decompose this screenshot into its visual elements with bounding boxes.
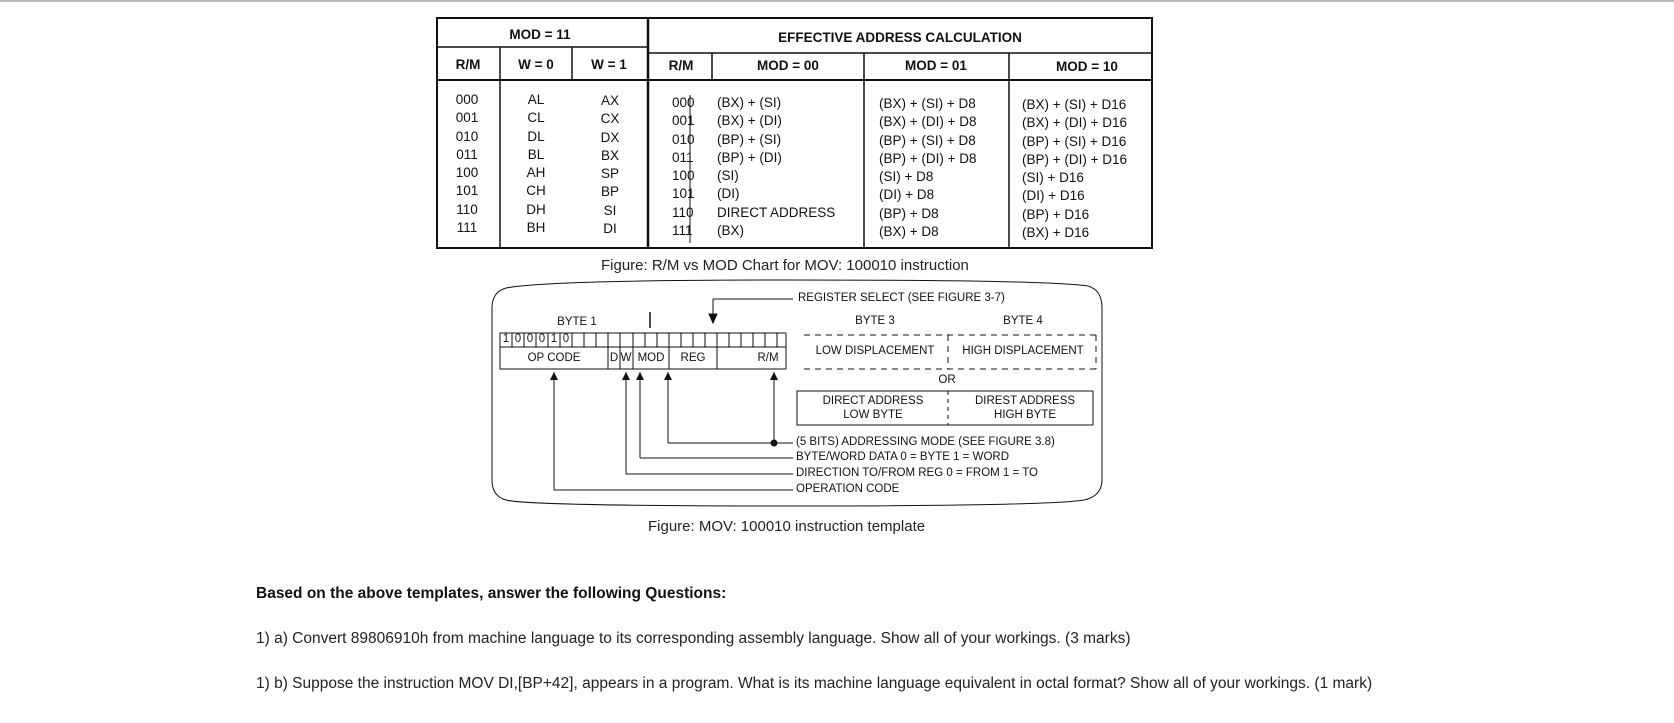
mod10-cell: (DI) + D16 [1022,188,1085,204]
rm-cell: 110 [672,204,694,220]
legend-direction: DIRECTION TO/FROM REG 0 = FROM 1 = TO [796,467,1038,479]
rm-cell: 001 [455,110,479,126]
w0-cell: DH [526,201,546,217]
opcode-bit: 0 [514,333,522,345]
byte3-label: BYTE 3 [855,315,895,327]
mod10-cell: (BP) + (SI) + D16 [1022,133,1127,149]
junction-dot [771,440,777,446]
rm-cell: 111 [456,220,478,236]
d-field-label: D [609,352,619,364]
question-1b: 1) b) Suppose the instruction MOV DI,[BP+42], appears in a program. What is its machine language equivalent in octal format? Show all of your workings. (1 mark) [256,675,1373,692]
w-field-label: W [620,352,632,364]
opcode-bit: 1 [550,333,558,345]
mod10-column [1022,96,1127,242]
rm-cell: 010 [672,131,695,147]
w0-column [510,91,562,237]
byte1-label: BYTE 1 [557,316,597,328]
arrow-up [770,372,778,380]
mod01-cell: (DI) + D8 [879,187,935,203]
w1-cell: BP [600,184,619,200]
figure-caption-template: Figure: MOV: 100010 instruction template [648,518,926,535]
instruction-template-figure [488,278,1108,508]
rm-cell: 101 [455,183,479,199]
arrow-up [622,372,630,380]
mod10-cell: (BP) + (DI) + D16 [1022,151,1128,167]
header-mod11: MOD = 11 [509,27,571,42]
mod00-cell: (DI) [717,186,740,202]
mod00-cell: (SI) [717,168,739,184]
col-header-mod01: MOD = 01 [905,58,967,73]
legend-addressing-mode: (5 BITS) ADDRESSING MODE (SEE FIGURE 3.8) [796,436,1055,448]
mod00-cell: (BP) + (DI) [717,149,782,165]
direct-address-high-line2: HIGH BYTE [994,409,1056,421]
rm-field-label: R/M [757,352,779,364]
arrow-up [636,372,644,380]
high-displacement-label: HIGH DISPLACEMENT [962,345,1084,357]
w1-cell: AX [600,93,619,108]
w1-cell: DI [603,221,617,237]
rm-column-2 [672,94,695,240]
rm-mod-table [436,17,1153,249]
col-header-w0: W = 0 [518,57,554,72]
rm-cell: 100 [672,168,695,184]
arrow-up [550,372,558,380]
opcode-bit: 0 [562,333,570,345]
rm-cell: 111 [672,223,693,239]
register-select-label: REGISTER SELECT (SEE FIGURE 3-7) [798,292,1005,304]
reg-field-label: REG [680,352,706,364]
mod00-cell: (BX) + (DI) [717,113,782,129]
rm-cell: 000 [455,92,479,107]
question-1a: 1) a) Convert 89806910h from machine language to its corresponding assembly language. Show all of your workings. (3 marks) [256,630,1131,647]
direct-address-low-line2: LOW BYTE [843,409,903,421]
mod01-cell: (BX) + D8 [879,224,939,240]
op-code-label: OP CODE [527,352,581,364]
w0-cell: BH [526,220,546,236]
mod10-cell: (BP) + D16 [1022,206,1090,222]
mod01-cell: (BP) + D8 [879,205,939,221]
rm-cell: 100 [455,165,479,181]
w1-cell: SP [600,166,619,182]
col-header-rm-2: R/M [668,58,694,73]
top-border [0,0,1674,2]
mod01-column [879,95,977,241]
arrow-down [709,314,717,323]
opcode-bit: 0 [538,333,546,345]
mod10-cell: (BX) + (SI) + D16 [1022,97,1127,112]
mod01-cell: (BX) + (SI) + D8 [879,96,976,111]
mod10-cell: (SI) + D16 [1022,170,1084,186]
rm-cell: 010 [455,128,479,144]
col-header-mod10: MOD = 10 [1056,59,1118,74]
w1-cell: BX [600,147,619,163]
col-header-rm: R/M [455,57,481,72]
mod00-column [717,94,835,240]
mod10-cell: (BX) + D16 [1022,225,1090,241]
direct-address-low-line1: DIRECT ADDRESS [822,395,924,407]
mod00-cell: (BX) [717,223,744,239]
w1-cell: DX [600,129,620,145]
rm-cell: 101 [672,186,695,202]
col-header-w1: W = 1 [591,57,627,72]
questions-heading: Based on the above templates, answer the following Questions: [256,585,727,602]
mod01-cell: (BP) + (SI) + D8 [879,132,976,148]
mod-field-label: MOD [637,352,665,364]
w0-cell: DL [527,128,545,144]
w1-cell: SI [603,202,617,218]
opcode-bit: 1 [502,333,510,345]
w0-cell: AH [526,165,546,181]
w0-cell: CL [527,110,545,126]
arrow-up [664,372,672,380]
low-displacement-label: LOW DISPLACEMENT [815,345,935,357]
rm-cell: 011 [456,146,478,162]
mod01-cell: (SI) + D8 [879,169,934,185]
legend-operation-code: OPERATION CODE [796,483,900,495]
rm-cell: 001 [672,113,695,129]
legend-byte-word: BYTE/WORD DATA 0 = BYTE 1 = WORD [796,451,1010,463]
w1-column [584,92,636,238]
rm-cell: 011 [672,149,694,165]
direct-address-high-line1: DIREST ADDRESS [974,395,1076,407]
byte4-label: BYTE 4 [1003,315,1043,327]
w0-cell: AL [527,92,545,107]
rm-cell: 000 [672,95,695,110]
figure-caption-rm-mod: Figure: R/M vs MOD Chart for MOV: 100010 instruction [601,257,969,274]
pointer-lines [554,372,793,490]
header-effective-address: EFFECTIVE ADDRESS CALCULATION [778,30,1022,45]
w0-cell: BL [527,146,545,162]
or-label: OR [938,374,956,386]
mod00-cell: DIRECT ADDRESS [717,204,836,220]
mod01-cell: (BP) + (DI) + D8 [879,150,977,166]
w1-cell: CX [600,111,620,127]
rm-cell: 110 [456,201,478,217]
mod00-cell: (BX) + (SI) [717,95,782,110]
mod01-cell: (BX) + (DI) + D8 [879,114,977,130]
mod00-cell: (BP) + (SI) [717,131,782,147]
mod10-cell: (BX) + (DI) + D16 [1022,115,1128,131]
opcode-bit: 0 [526,333,534,345]
col-header-mod00: MOD = 00 [757,58,819,73]
rm-column [442,91,492,237]
w0-cell: CH [526,183,546,199]
